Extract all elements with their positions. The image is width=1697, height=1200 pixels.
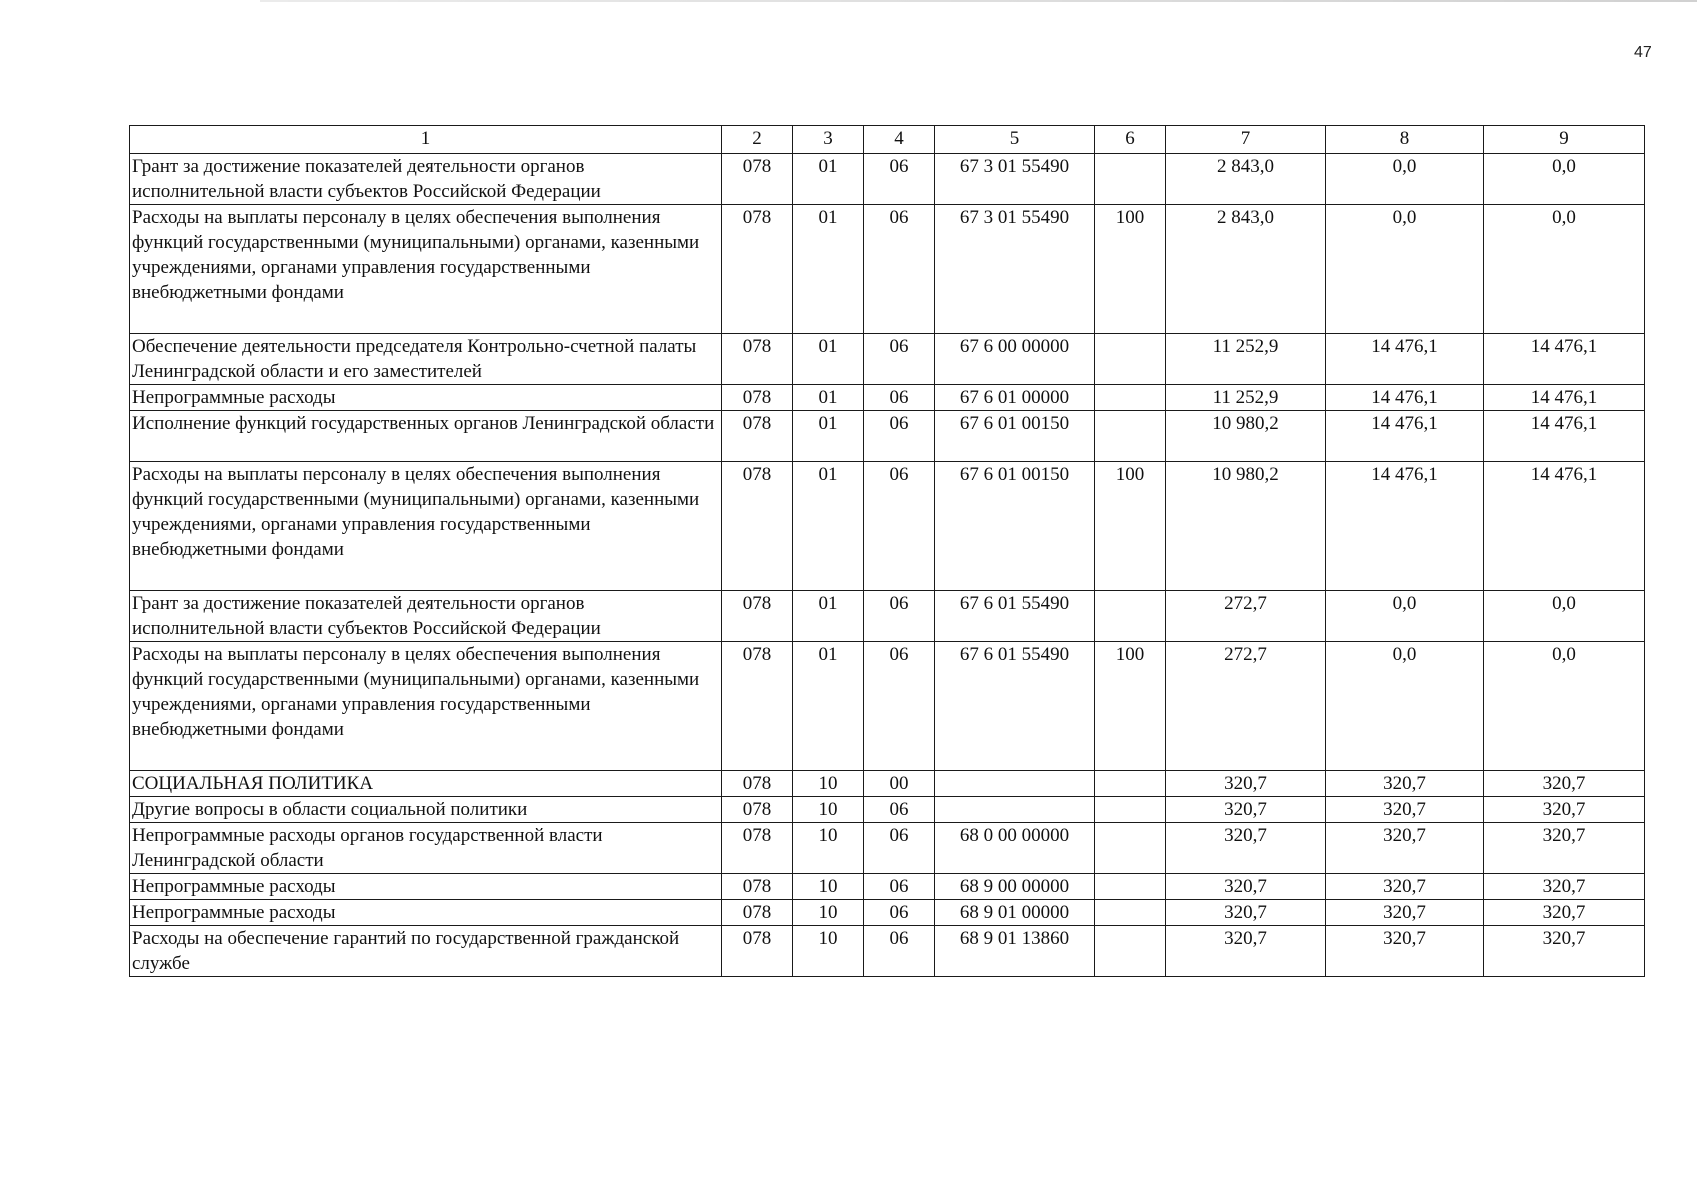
- cell-subsection: 06: [864, 462, 935, 591]
- cell-ministry-code: 078: [722, 334, 793, 385]
- cell-section: 10: [793, 900, 864, 926]
- row-description: СОЦИАЛЬНАЯ ПОЛИТИКА: [130, 771, 722, 797]
- scan-edge-line: [260, 0, 1697, 2]
- header-row: [130, 126, 1645, 154]
- cell-expense-type: [1095, 823, 1166, 874]
- row-description: Другие вопросы в области социальной политики: [130, 797, 722, 823]
- row-description: Непрограммные расходы органов государственной власти Ленинградской области: [130, 823, 722, 874]
- table-row: [130, 926, 1645, 977]
- cell-target-article: [935, 797, 1095, 823]
- cell-amount-year1: 10 980,2: [1166, 462, 1326, 591]
- cell-target-article: 67 6 01 00150: [935, 462, 1095, 591]
- cell-ministry-code: 078: [722, 154, 793, 205]
- cell-expense-type: 100: [1095, 205, 1166, 334]
- cell-amount-year1: 10 980,2: [1166, 411, 1326, 462]
- header-cell: 6: [1095, 126, 1166, 154]
- cell-amount-year1: 11 252,9: [1166, 334, 1326, 385]
- cell-amount-year3: 14 476,1: [1484, 385, 1645, 411]
- header-cell: 5: [935, 126, 1095, 154]
- cell-expense-type: [1095, 797, 1166, 823]
- cell-amount-year3: 320,7: [1484, 771, 1645, 797]
- cell-section: 01: [793, 642, 864, 771]
- cell-ministry-code: 078: [722, 771, 793, 797]
- cell-expense-type: [1095, 334, 1166, 385]
- table-row: [130, 411, 1645, 462]
- cell-amount-year3: 14 476,1: [1484, 462, 1645, 591]
- row-description: Расходы на обеспечение гарантий по государственной гражданской службе: [130, 926, 722, 977]
- cell-target-article: 68 0 00 00000: [935, 823, 1095, 874]
- cell-expense-type: 100: [1095, 462, 1166, 591]
- cell-expense-type: [1095, 385, 1166, 411]
- cell-target-article: 67 6 01 00000: [935, 385, 1095, 411]
- cell-ministry-code: 078: [722, 926, 793, 977]
- cell-section: 10: [793, 874, 864, 900]
- cell-amount-year2: 320,7: [1326, 823, 1484, 874]
- cell-expense-type: [1095, 154, 1166, 205]
- cell-target-article: 67 6 00 00000: [935, 334, 1095, 385]
- cell-subsection: 06: [864, 385, 935, 411]
- cell-amount-year3: 320,7: [1484, 900, 1645, 926]
- header-cell: 9: [1484, 126, 1645, 154]
- cell-amount-year1: 320,7: [1166, 823, 1326, 874]
- table-row: [130, 154, 1645, 205]
- table-row: [130, 823, 1645, 874]
- cell-amount-year1: 11 252,9: [1166, 385, 1326, 411]
- cell-amount-year2: 14 476,1: [1326, 385, 1484, 411]
- cell-section: 10: [793, 771, 864, 797]
- row-description: Грант за достижение показателей деятельности органов исполнительной власти субъектов Российской Федерации: [130, 154, 722, 205]
- cell-ministry-code: 078: [722, 823, 793, 874]
- cell-subsection: 06: [864, 154, 935, 205]
- table-row: [130, 385, 1645, 411]
- cell-amount-year2: 0,0: [1326, 642, 1484, 771]
- cell-expense-type: [1095, 771, 1166, 797]
- cell-subsection: 06: [864, 797, 935, 823]
- cell-amount-year3: 0,0: [1484, 591, 1645, 642]
- table-row: [130, 771, 1645, 797]
- cell-target-article: 67 6 01 55490: [935, 642, 1095, 771]
- cell-subsection: 06: [864, 926, 935, 977]
- cell-subsection: 06: [864, 900, 935, 926]
- cell-target-article: 67 3 01 55490: [935, 205, 1095, 334]
- cell-expense-type: [1095, 591, 1166, 642]
- cell-amount-year2: 0,0: [1326, 154, 1484, 205]
- cell-section: 10: [793, 797, 864, 823]
- cell-amount-year3: 320,7: [1484, 797, 1645, 823]
- cell-section: 10: [793, 823, 864, 874]
- cell-amount-year2: 14 476,1: [1326, 462, 1484, 591]
- cell-subsection: 06: [864, 411, 935, 462]
- cell-amount-year2: 14 476,1: [1326, 334, 1484, 385]
- cell-amount-year2: 14 476,1: [1326, 411, 1484, 462]
- cell-ministry-code: 078: [722, 205, 793, 334]
- cell-amount-year1: 320,7: [1166, 874, 1326, 900]
- cell-amount-year3: 320,7: [1484, 874, 1645, 900]
- cell-amount-year1: 272,7: [1166, 642, 1326, 771]
- cell-subsection: 06: [864, 874, 935, 900]
- cell-target-article: 67 3 01 55490: [935, 154, 1095, 205]
- cell-section: 01: [793, 591, 864, 642]
- cell-amount-year2: 320,7: [1326, 926, 1484, 977]
- cell-subsection: 06: [864, 823, 935, 874]
- row-description: Расходы на выплаты персоналу в целях обеспечения выполнения функций государственными (муниципальными) органами, казенными учреждениями, органами управления государственными внебюджетными фондами: [130, 205, 722, 334]
- table-row: [130, 462, 1645, 591]
- cell-ministry-code: 078: [722, 900, 793, 926]
- cell-amount-year3: 0,0: [1484, 642, 1645, 771]
- table-row: [130, 797, 1645, 823]
- cell-target-article: 68 9 01 00000: [935, 900, 1095, 926]
- cell-section: 01: [793, 385, 864, 411]
- cell-section: 01: [793, 154, 864, 205]
- row-description: Непрограммные расходы: [130, 874, 722, 900]
- row-description: Непрограммные расходы: [130, 385, 722, 411]
- cell-amount-year2: 320,7: [1326, 771, 1484, 797]
- cell-amount-year2: 0,0: [1326, 591, 1484, 642]
- cell-subsection: 06: [864, 591, 935, 642]
- cell-subsection: 00: [864, 771, 935, 797]
- cell-subsection: 06: [864, 334, 935, 385]
- cell-target-article: 68 9 01 13860: [935, 926, 1095, 977]
- cell-amount-year2: 320,7: [1326, 797, 1484, 823]
- row-description: Непрограммные расходы: [130, 900, 722, 926]
- row-description: Расходы на выплаты персоналу в целях обеспечения выполнения функций государственными (муниципальными) органами, казенными учреждениями, органами управления государственными внебюджетными фондами: [130, 462, 722, 591]
- header-cell: 7: [1166, 126, 1326, 154]
- cell-amount-year2: 320,7: [1326, 874, 1484, 900]
- budget-table: [129, 125, 1645, 977]
- cell-amount-year3: 0,0: [1484, 205, 1645, 334]
- header-cell: 1: [130, 126, 722, 154]
- cell-amount-year3: 320,7: [1484, 926, 1645, 977]
- cell-ministry-code: 078: [722, 874, 793, 900]
- table-row: [130, 900, 1645, 926]
- cell-amount-year1: 2 843,0: [1166, 154, 1326, 205]
- table-row: [130, 334, 1645, 385]
- cell-amount-year2: 320,7: [1326, 900, 1484, 926]
- table-row: [130, 642, 1645, 771]
- cell-ministry-code: 078: [722, 797, 793, 823]
- cell-amount-year3: 14 476,1: [1484, 411, 1645, 462]
- row-description: Расходы на выплаты персоналу в целях обеспечения выполнения функций государственными (муниципальными) органами, казенными учреждениями, органами управления государственными внебюджетными фондами: [130, 642, 722, 771]
- cell-ministry-code: 078: [722, 591, 793, 642]
- row-description: Грант за достижение показателей деятельности органов исполнительной власти субъектов Российской Федерации: [130, 591, 722, 642]
- table-body: [130, 154, 1645, 977]
- header-cell: 3: [793, 126, 864, 154]
- cell-expense-type: [1095, 411, 1166, 462]
- cell-subsection: 06: [864, 205, 935, 334]
- cell-amount-year1: 320,7: [1166, 900, 1326, 926]
- cell-amount-year1: 272,7: [1166, 591, 1326, 642]
- cell-ministry-code: 078: [722, 462, 793, 591]
- table-header: [130, 126, 1645, 154]
- cell-section: 01: [793, 334, 864, 385]
- cell-expense-type: [1095, 900, 1166, 926]
- cell-target-article: [935, 771, 1095, 797]
- cell-target-article: 68 9 00 00000: [935, 874, 1095, 900]
- cell-amount-year3: 14 476,1: [1484, 334, 1645, 385]
- cell-amount-year1: 320,7: [1166, 926, 1326, 977]
- cell-amount-year3: 320,7: [1484, 823, 1645, 874]
- cell-amount-year2: 0,0: [1326, 205, 1484, 334]
- cell-ministry-code: 078: [722, 642, 793, 771]
- cell-section: 01: [793, 205, 864, 334]
- table-row: [130, 874, 1645, 900]
- row-description: Исполнение функций государственных органов Ленинградской области: [130, 411, 722, 462]
- cell-expense-type: [1095, 926, 1166, 977]
- table-row: [130, 591, 1645, 642]
- cell-amount-year3: 0,0: [1484, 154, 1645, 205]
- cell-amount-year1: 2 843,0: [1166, 205, 1326, 334]
- header-cell: 2: [722, 126, 793, 154]
- row-description: Обеспечение деятельности председателя Контрольно-счетной палаты Ленинградской области и его заместителей: [130, 334, 722, 385]
- cell-section: 10: [793, 926, 864, 977]
- cell-ministry-code: 078: [722, 411, 793, 462]
- cell-target-article: 67 6 01 00150: [935, 411, 1095, 462]
- cell-subsection: 06: [864, 642, 935, 771]
- cell-section: 01: [793, 462, 864, 591]
- header-cell: 4: [864, 126, 935, 154]
- header-cell: 8: [1326, 126, 1484, 154]
- cell-expense-type: 100: [1095, 642, 1166, 771]
- table-row: [130, 205, 1645, 334]
- cell-ministry-code: 078: [722, 385, 793, 411]
- cell-expense-type: [1095, 874, 1166, 900]
- cell-amount-year1: 320,7: [1166, 797, 1326, 823]
- cell-target-article: 67 6 01 55490: [935, 591, 1095, 642]
- cell-amount-year1: 320,7: [1166, 771, 1326, 797]
- cell-section: 01: [793, 411, 864, 462]
- page-number: 47: [1634, 44, 1652, 61]
